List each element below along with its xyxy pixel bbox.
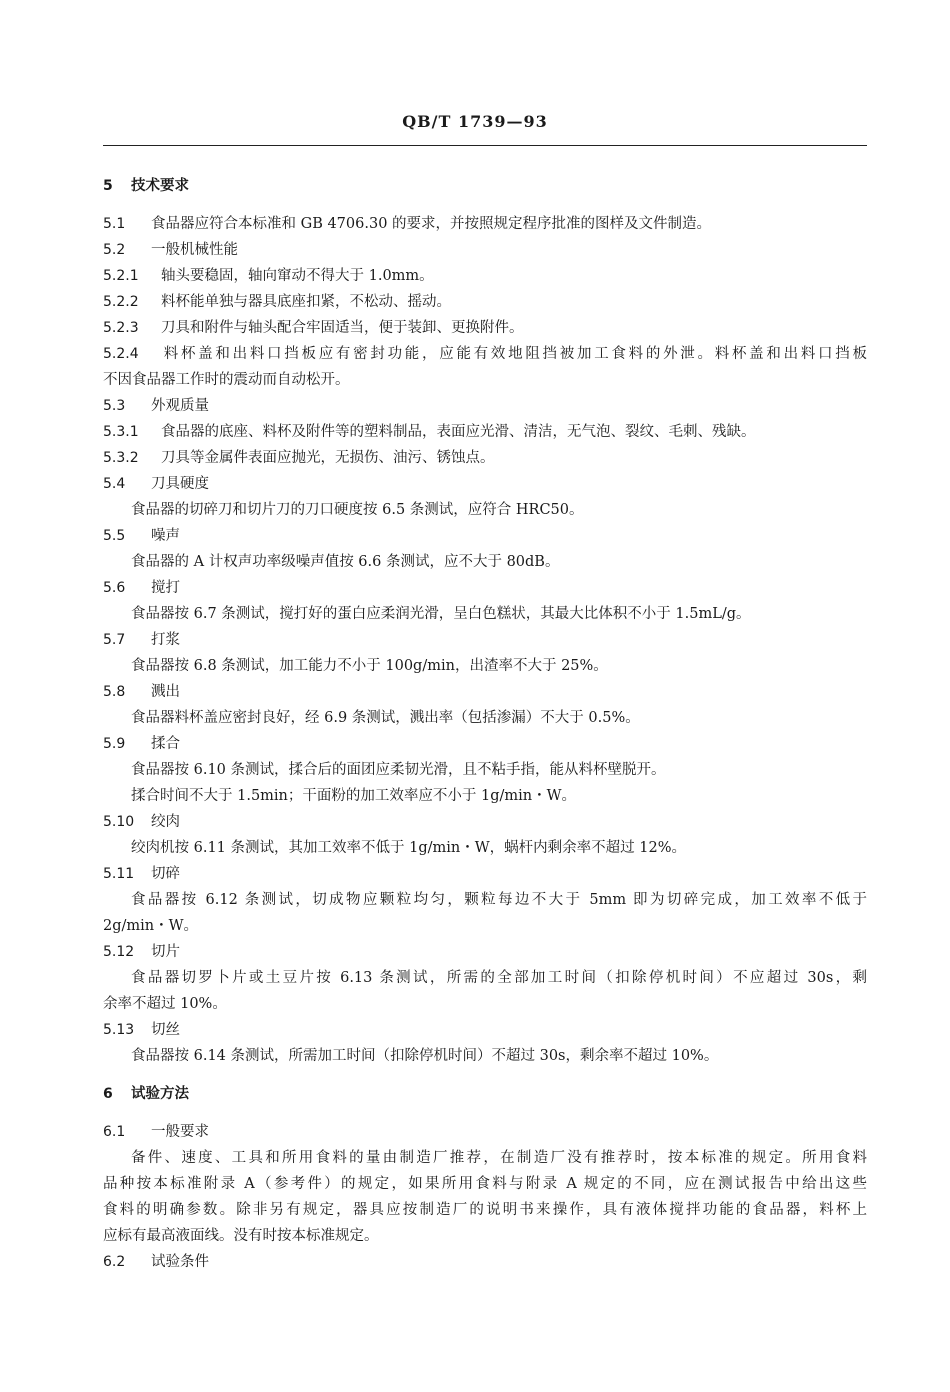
clause-text: 食品器按 6.14 条测试，所需加工时间（扣除停机时间）不超过 30s，剩余率不超过 10%。 bbox=[131, 1048, 719, 1064]
clause-line bbox=[103, 344, 867, 364]
clause-number: 5.2 bbox=[103, 242, 126, 258]
clause-text: 切片 bbox=[151, 944, 180, 960]
clause-line bbox=[103, 448, 867, 468]
clause-number: 5.11 bbox=[103, 866, 135, 882]
clause-text: 食品器料杯盖应密封良好，经 6.9 条测试，溅出率（包括渗漏）不大于 0.5%。 bbox=[131, 710, 640, 726]
clause-text: 食品器的 A 计权声功率级噪声值按 6.6 条测试，应不大于 80dB。 bbox=[131, 554, 560, 570]
clause-number: 5.7 bbox=[103, 632, 126, 648]
clause-number: 5.2.1 bbox=[103, 268, 139, 284]
clause-text: 食料的明确参数。除非另有规定，器具应按制造厂的说明书来操作，具有液体搅拌功能的食品器，料杯上 bbox=[103, 1202, 867, 1218]
document-code-header: QB/T 1739—93 bbox=[402, 112, 548, 131]
clause-line bbox=[103, 1122, 867, 1142]
clause-text: 食品器按 6.7 条测试，搅打好的蛋白应柔润光滑，呈白色糕状，其最大比体积不小于 1.5mL/g。 bbox=[131, 606, 751, 622]
clause-line bbox=[103, 1020, 867, 1040]
clause-line bbox=[103, 734, 867, 754]
clause-number: 5.3 bbox=[103, 398, 126, 414]
clause-text: 切丝 bbox=[151, 1022, 180, 1038]
paragraph-line bbox=[131, 786, 867, 806]
clause-number: 6.1 bbox=[103, 1124, 126, 1140]
clause-number: 5.13 bbox=[103, 1022, 135, 1038]
clause-text: 刀具和附件与轴头配合牢固适当，便于装卸、更换附件。 bbox=[161, 320, 524, 336]
clause-text: 料杯盖和出料口挡板应有密封功能，应能有效地阻挡被加工食料的外泄。料杯盖和出料口挡板 bbox=[161, 346, 867, 362]
clause-text: 外观质量 bbox=[151, 398, 209, 414]
clause-text: 刀具等金属件表面应抛光，无损伤、油污、锈蚀点。 bbox=[161, 450, 495, 466]
paragraph-line bbox=[131, 838, 867, 858]
paragraph-line bbox=[131, 968, 867, 988]
clause-number: 5 bbox=[103, 178, 113, 194]
clause-number: 5.2.3 bbox=[103, 320, 139, 336]
clause-line bbox=[103, 266, 867, 286]
clause-line bbox=[103, 942, 867, 962]
clause-text: 食品器的底座、料杯及附件等的塑料制品，表面应光滑、清洁，无气泡、裂纹、毛刺、残缺。 bbox=[161, 424, 756, 440]
clause-text: 搅打 bbox=[151, 580, 180, 596]
paragraph-line bbox=[131, 500, 867, 520]
clause-text: 轴头要稳固，轴向窜动不得大于 1.0mm。 bbox=[161, 268, 434, 284]
clause-line bbox=[103, 214, 867, 234]
clause-text: 试验方法 bbox=[131, 1086, 189, 1102]
clause-number: 6.2 bbox=[103, 1254, 126, 1270]
paragraph-line bbox=[103, 994, 867, 1014]
section-heading bbox=[103, 1084, 867, 1104]
clause-text: 食品器的切碎刀和切片刀的刀口硬度按 6.5 条测试，应符合 HRC50。 bbox=[131, 502, 584, 518]
clause-number: 5.9 bbox=[103, 736, 126, 752]
clause-line bbox=[103, 1252, 867, 1272]
clause-text: 刀具硬度 bbox=[151, 476, 209, 492]
clause-line bbox=[103, 682, 867, 702]
clause-line bbox=[103, 578, 867, 598]
paragraph-line bbox=[131, 708, 867, 728]
clause-line bbox=[103, 396, 867, 416]
paragraph-line bbox=[103, 370, 867, 390]
paragraph-line bbox=[103, 1226, 867, 1246]
clause-number: 5.6 bbox=[103, 580, 126, 596]
clause-number: 5.12 bbox=[103, 944, 135, 960]
clause-text: 应标有最高液面线。没有时按本标准规定。 bbox=[103, 1228, 379, 1244]
clause-text: 试验条件 bbox=[151, 1254, 209, 1270]
clause-text: 品种按本标准附录 A（参考件）的规定，如果所用食料与附录 A 规定的不同，应在测试报告中给出这些 bbox=[103, 1176, 867, 1192]
clause-line bbox=[103, 526, 867, 546]
clause-number: 5.3.1 bbox=[103, 424, 139, 440]
clause-text: 切碎 bbox=[151, 866, 180, 882]
clause-text: 技术要求 bbox=[131, 178, 189, 194]
clause-line bbox=[103, 630, 867, 650]
clause-line bbox=[103, 474, 867, 494]
clause-text: 食品器按 6.8 条测试，加工能力不小于 100g/min，出渣率不大于 25%。 bbox=[131, 658, 608, 674]
clause-text: 食品器应符合本标准和 GB 4706.30 的要求，并按照规定程序批准的图样及文件制造。 bbox=[151, 216, 712, 232]
clause-text: 食品器按 6.10 条测试，揉合后的面团应柔韧光滑，且不粘手指，能从料杯壁脱开。 bbox=[131, 762, 666, 778]
clause-text: 余率不超过 10%。 bbox=[103, 996, 227, 1012]
clause-line bbox=[103, 240, 867, 260]
clause-line bbox=[103, 864, 867, 884]
clause-line bbox=[103, 318, 867, 338]
clause-number: 5.1 bbox=[103, 216, 126, 232]
paragraph-line bbox=[131, 604, 867, 624]
clause-number: 5.2.2 bbox=[103, 294, 139, 310]
section-heading bbox=[103, 176, 867, 196]
clause-text: 打浆 bbox=[151, 632, 180, 648]
clause-text: 揉合 bbox=[151, 736, 180, 752]
clause-text: 绞肉 bbox=[151, 814, 180, 830]
clause-line bbox=[103, 422, 867, 442]
clause-number: 6 bbox=[103, 1086, 113, 1102]
paragraph-line bbox=[131, 656, 867, 676]
header-rule bbox=[103, 145, 867, 146]
clause-text: 绞肉机按 6.11 条测试，其加工效率不低于 1g/min・W，蜗杆内剩余率不超过 12%。 bbox=[131, 840, 686, 856]
clause-text: 料杯能单独与器具底座扣紧，不松动、摇动。 bbox=[161, 294, 451, 310]
clause-number: 5.10 bbox=[103, 814, 135, 830]
clause-number: 5.2.4 bbox=[103, 346, 139, 362]
paragraph-line bbox=[131, 552, 867, 572]
clause-text: 一般机械性能 bbox=[151, 242, 238, 258]
clause-number: 5.4 bbox=[103, 476, 126, 492]
clause-text: 食品器切罗卜片或土豆片按 6.13 条测试，所需的全部加工时间（扣除停机时间）不应超过 30s，剩 bbox=[131, 970, 867, 986]
clause-text: 一般要求 bbox=[151, 1124, 209, 1140]
paragraph-line bbox=[131, 1046, 867, 1066]
clause-number: 5.3.2 bbox=[103, 450, 139, 466]
clause-text: 备件、速度、工具和所用食料的量由制造厂推荐，在制造厂没有推荐时，按本标准的规定。所用食料 bbox=[131, 1150, 867, 1166]
paragraph-line bbox=[131, 1148, 867, 1168]
paragraph-line bbox=[103, 1200, 867, 1220]
clause-line bbox=[103, 812, 867, 832]
clause-text: 2g/min・W。 bbox=[103, 918, 199, 934]
paragraph-line bbox=[131, 890, 867, 910]
clause-number: 5.8 bbox=[103, 684, 126, 700]
clause-text: 揉合时间不大于 1.5min；干面粉的加工效率应不小于 1g/min・W。 bbox=[131, 788, 577, 804]
paragraph-line bbox=[131, 760, 867, 780]
clause-line bbox=[103, 292, 867, 312]
clause-text: 溅出 bbox=[151, 684, 180, 700]
paragraph-line bbox=[103, 916, 867, 936]
clause-number: 5.5 bbox=[103, 528, 126, 544]
clause-text: 噪声 bbox=[151, 528, 180, 544]
clause-text: 食品器按 6.12 条测试，切成物应颗粒均匀，颗粒每边不大于 5mm 即为切碎完成，加工效率不低于 bbox=[131, 892, 867, 908]
clause-text: 不因食品器工作时的震动而自动松开。 bbox=[103, 372, 350, 388]
paragraph-line bbox=[103, 1174, 867, 1194]
